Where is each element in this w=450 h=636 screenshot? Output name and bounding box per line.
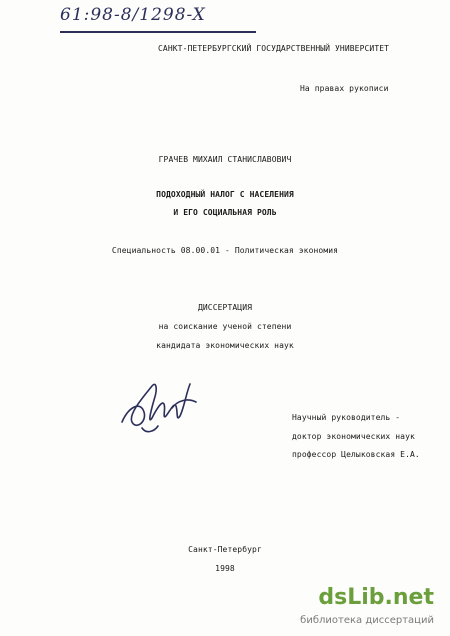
dissertation-line-2: кандидата экономических наук xyxy=(156,341,294,350)
title-line-1: ПОДОХОДНЫЙ НАЛОГ С НАСЕЛЕНИЯ xyxy=(156,190,294,199)
year: 1998 xyxy=(215,564,235,573)
dslib-subtitle: библиотека диссертаций xyxy=(300,615,434,626)
supervisor-line-2: доктор экономических наук xyxy=(292,432,415,441)
university-name: САНКТ-ПЕТЕРБУРГСКИЙ ГОСУДАРСТВЕННЫЙ УНИВЕРСИТЕТ xyxy=(158,44,390,53)
city: Санкт-Петербург xyxy=(188,545,262,554)
dslib-watermark[interactable] xyxy=(300,585,442,635)
signature-icon xyxy=(118,378,200,438)
dslib-brand[interactable]: dsLib.net xyxy=(318,585,434,610)
handwritten-underline xyxy=(60,31,256,33)
handwritten-catalog-code: 61:98-8/1298-X xyxy=(60,5,206,25)
dissertation-heading: ДИССЕРТАЦИЯ xyxy=(197,303,253,312)
supervisor-line-1: Научный руководитель - xyxy=(292,413,401,422)
title-line-2: И ЕГО СОЦИАЛЬНАЯ РОЛЬ xyxy=(173,208,277,217)
specialty: Специальность 08.00.01 - Политическая экономия xyxy=(111,246,339,255)
supervisor-line-3: профессор Целыковская Е.А. xyxy=(292,450,420,459)
dissertation-line-1: на соискание ученой степени xyxy=(158,322,292,331)
manuscript-note: На правах рукописи xyxy=(300,84,389,93)
author-name: ГРАЧЕВ МИХАИЛ СТАНИСЛАВОВИЧ xyxy=(158,155,292,164)
